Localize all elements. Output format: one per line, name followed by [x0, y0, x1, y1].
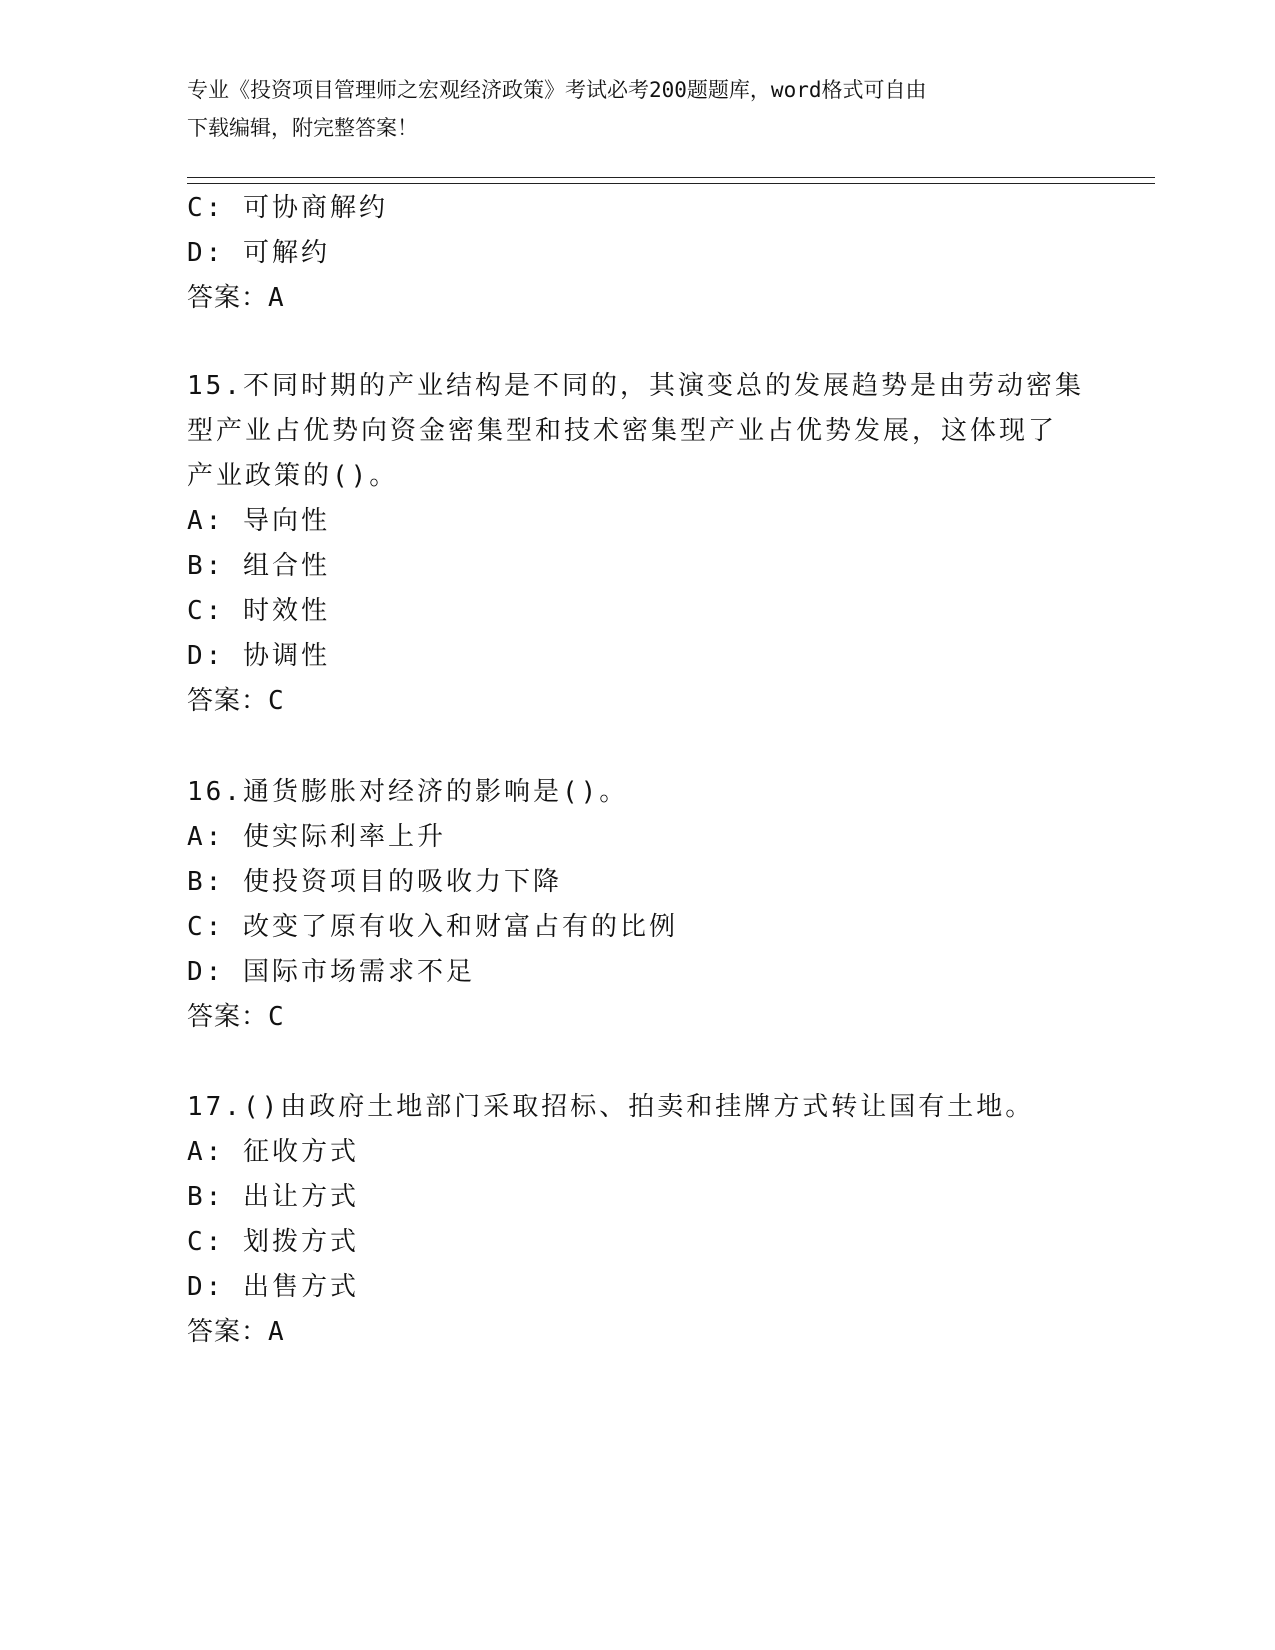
q16-option-d: D: 国际市场需求不足 [187, 957, 475, 987]
q16-option-a: A: 使实际利率上升 [187, 822, 446, 852]
prev-option-d: D: 可解约 [187, 238, 330, 268]
q15-stem-line-1: 15.不同时期的产业结构是不同的，其演变总的发展趋势是由劳动密集 [187, 371, 1084, 401]
prev-answer: 答案：A [187, 283, 285, 313]
q16-option-c: C: 改变了原有收入和财富占有的比例 [187, 912, 678, 942]
header-divider [187, 177, 1155, 184]
q17-stem-line-1: 17.()由政府土地部门采取招标、拍卖和挂牌方式转让国有土地。 [187, 1092, 1035, 1122]
q15-option-c: C: 时效性 [187, 596, 330, 626]
q17-option-b: B: 出让方式 [187, 1182, 359, 1212]
q15-stem-line-3: 产业政策的()。 [187, 461, 399, 491]
q17-option-d: D: 出售方式 [187, 1272, 359, 1302]
q15-option-d: D: 协调性 [187, 641, 330, 671]
q17-answer: 答案：A [187, 1317, 285, 1347]
q15-option-a: A: 导向性 [187, 506, 330, 536]
q16-stem-line-1: 16.通货膨胀对经济的影响是()。 [187, 777, 629, 807]
q15-stem-line-2: 型产业占优势向资金密集型和技术密集型产业占优势发展，这体现了 [187, 416, 1058, 446]
header-line-2: 下载编辑，附完整答案！ [187, 116, 418, 140]
q15-answer: 答案：C [187, 686, 285, 716]
q15-option-b: B: 组合性 [187, 551, 330, 581]
header-line-1: 专业《投资项目管理师之宏观经济政策》考试必考200题题库，word格式可自由 [187, 78, 927, 102]
q17-option-a: A: 征收方式 [187, 1137, 359, 1167]
q16-answer: 答案：C [187, 1002, 285, 1032]
prev-option-c: C: 可协商解约 [187, 193, 388, 223]
q17-option-c: C: 划拨方式 [187, 1227, 359, 1257]
q16-option-b: B: 使投资项目的吸收力下降 [187, 867, 562, 897]
document-header [187, 71, 1067, 147]
